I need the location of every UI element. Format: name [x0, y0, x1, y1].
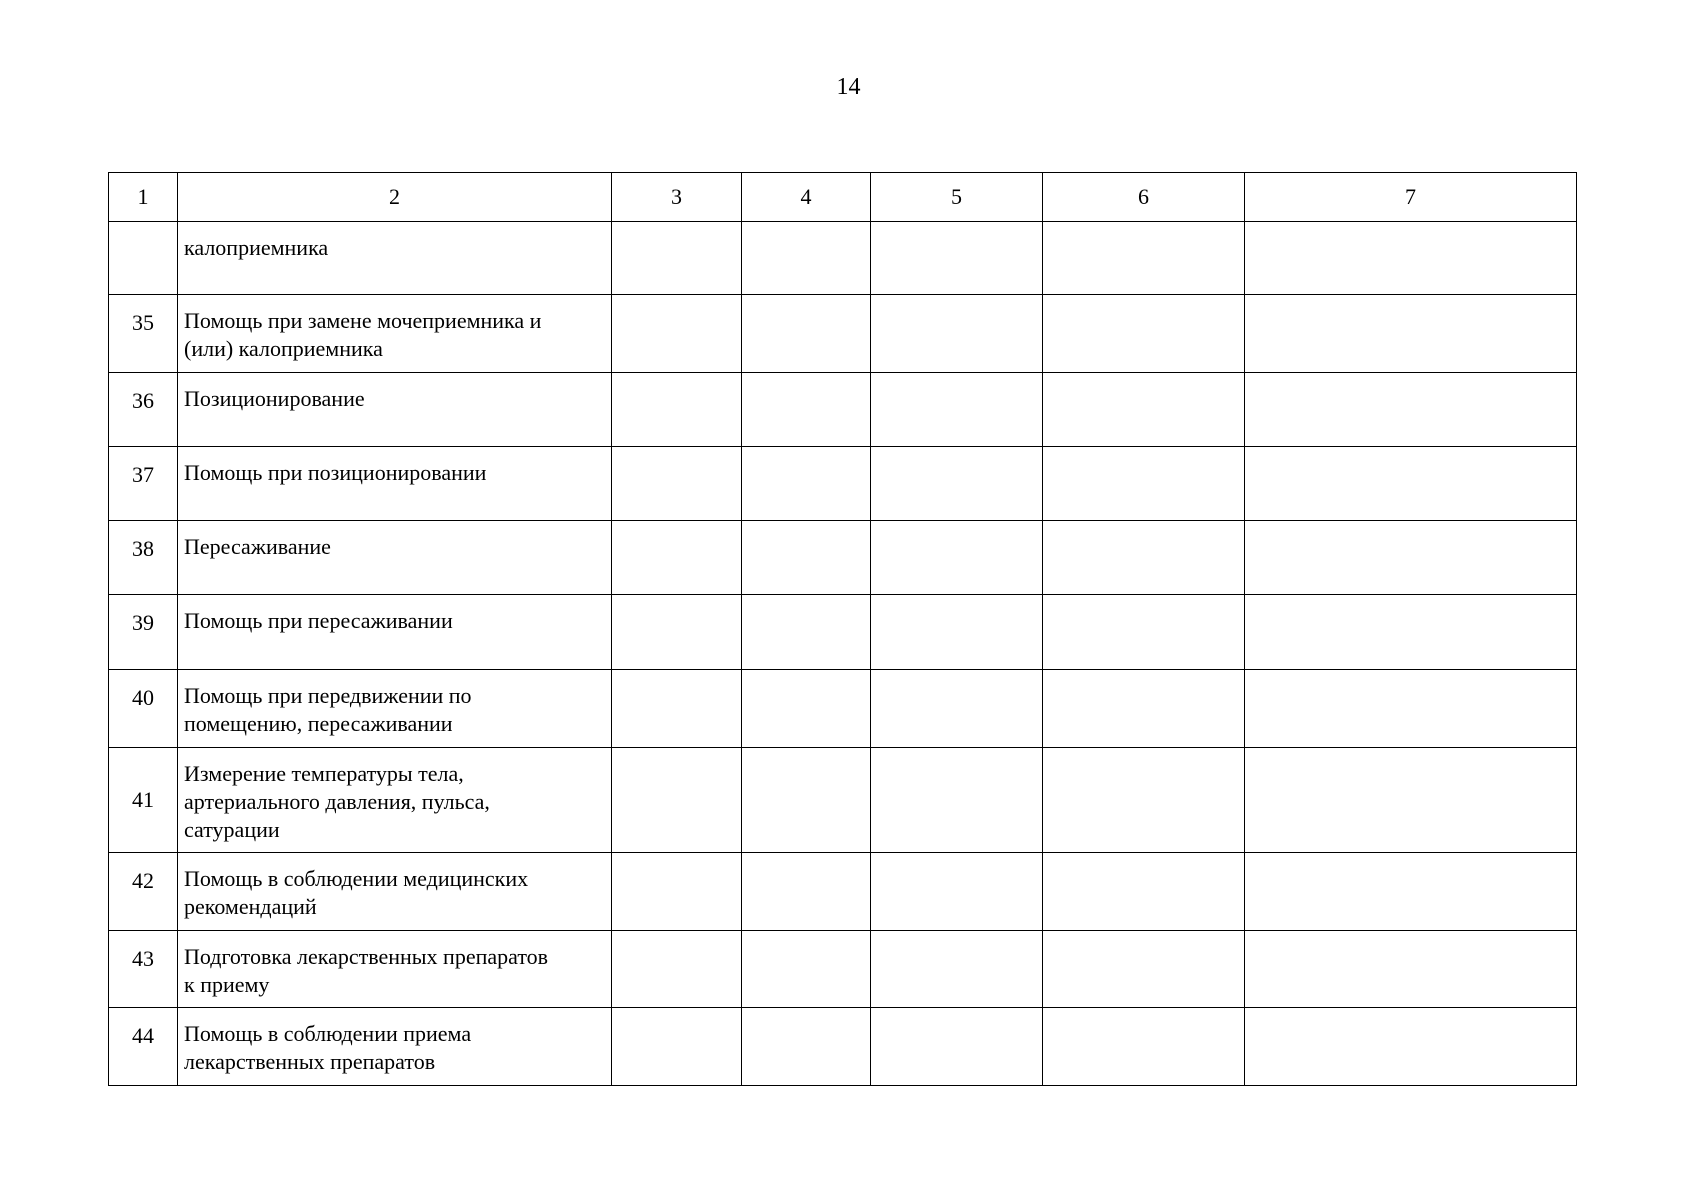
empty-cell	[1245, 931, 1577, 1008]
table-row	[109, 373, 1577, 447]
empty-cell	[1245, 222, 1577, 295]
table-row	[109, 447, 1577, 521]
column-header: 3	[612, 173, 742, 222]
empty-cell	[1245, 595, 1577, 670]
service-name-line: (или) калоприемника	[184, 336, 383, 361]
service-name-line: Помощь при замене мочеприемника и	[184, 308, 542, 333]
empty-cell	[871, 931, 1043, 1008]
empty-cell	[1245, 295, 1577, 373]
service-name-line: сатурации	[184, 817, 280, 842]
empty-cell	[1043, 595, 1245, 670]
service-name	[178, 595, 612, 670]
row-number: 44	[109, 1008, 178, 1086]
table-row	[109, 670, 1577, 748]
empty-cell	[871, 595, 1043, 670]
services-table	[108, 172, 1577, 1086]
empty-cell	[1043, 447, 1245, 521]
empty-cell	[871, 853, 1043, 931]
column-header: 7	[1245, 173, 1577, 222]
empty-cell	[1245, 447, 1577, 521]
service-name	[178, 748, 612, 853]
empty-cell	[1043, 521, 1245, 595]
empty-cell	[742, 931, 871, 1008]
service-name	[178, 222, 612, 295]
service-name-line: Позиционирование	[184, 386, 365, 411]
empty-cell	[742, 853, 871, 931]
column-header: 4	[742, 173, 871, 222]
empty-cell	[1043, 931, 1245, 1008]
empty-cell	[871, 1008, 1043, 1086]
service-name	[178, 295, 612, 373]
column-header: 5	[871, 173, 1043, 222]
row-number: 37	[109, 447, 178, 521]
service-name	[178, 853, 612, 931]
empty-cell	[612, 447, 742, 521]
empty-cell	[742, 222, 871, 295]
empty-cell	[742, 748, 871, 853]
empty-cell	[1043, 222, 1245, 295]
empty-cell	[742, 373, 871, 447]
page-number: 14	[836, 74, 861, 100]
table-row	[109, 595, 1577, 670]
row-number: 43	[109, 931, 178, 1008]
row-number: 41	[109, 748, 178, 853]
service-name-line: Помощь при пересаживании	[184, 608, 453, 633]
table-row	[109, 931, 1577, 1008]
empty-cell	[1043, 373, 1245, 447]
service-name-line: к приему	[184, 972, 270, 997]
empty-cell	[1245, 373, 1577, 447]
column-header: 6	[1043, 173, 1245, 222]
empty-cell	[742, 1008, 871, 1086]
service-name-line: Помощь в соблюдении медицинских	[184, 866, 529, 891]
empty-cell	[1043, 1008, 1245, 1086]
service-name	[178, 521, 612, 595]
row-number: 35	[109, 295, 178, 373]
empty-cell	[871, 748, 1043, 853]
empty-cell	[612, 521, 742, 595]
empty-cell	[742, 595, 871, 670]
service-name-line: калоприемника	[184, 235, 329, 260]
empty-cell	[612, 748, 742, 853]
empty-cell	[1245, 521, 1577, 595]
empty-cell	[742, 521, 871, 595]
empty-cell	[1245, 853, 1577, 931]
service-name	[178, 373, 612, 447]
empty-cell	[871, 447, 1043, 521]
service-name-line: Помощь при передвижении по	[184, 683, 472, 708]
table-row	[109, 853, 1577, 931]
service-name	[178, 1008, 612, 1086]
empty-cell	[1043, 853, 1245, 931]
empty-cell	[871, 521, 1043, 595]
empty-cell	[871, 295, 1043, 373]
table-row	[109, 748, 1577, 853]
table-row	[109, 222, 1577, 295]
empty-cell	[742, 295, 871, 373]
table-row	[109, 295, 1577, 373]
row-number	[109, 222, 178, 295]
row-number: 38	[109, 521, 178, 595]
service-name-line: артериального давления, пульса,	[184, 789, 490, 814]
empty-cell	[1245, 670, 1577, 748]
empty-cell	[612, 595, 742, 670]
empty-cell	[871, 222, 1043, 295]
row-number: 40	[109, 670, 178, 748]
table-row	[109, 1008, 1577, 1086]
table-header-row	[109, 173, 1577, 222]
empty-cell	[742, 447, 871, 521]
service-name-line: Подготовка лекарственных препаратов	[184, 944, 549, 969]
empty-cell	[871, 373, 1043, 447]
service-name-line: лекарственных препаратов	[184, 1049, 436, 1074]
service-name-line: рекомендаций	[184, 894, 317, 919]
empty-cell	[1245, 1008, 1577, 1086]
empty-cell	[612, 373, 742, 447]
empty-cell	[612, 670, 742, 748]
service-name	[178, 670, 612, 748]
empty-cell	[612, 853, 742, 931]
row-number: 39	[109, 595, 178, 670]
empty-cell	[1043, 295, 1245, 373]
empty-cell	[612, 222, 742, 295]
empty-cell	[612, 295, 742, 373]
column-header: 2	[178, 173, 612, 222]
empty-cell	[612, 1008, 742, 1086]
column-header: 1	[109, 173, 178, 222]
table-row	[109, 521, 1577, 595]
row-number: 36	[109, 373, 178, 447]
service-name-line: Измерение температуры тела,	[184, 761, 464, 786]
empty-cell	[1043, 670, 1245, 748]
service-name-line: Помощь при позиционировании	[184, 460, 487, 485]
service-name-line: помещению, пересаживании	[184, 711, 453, 736]
empty-cell	[1245, 748, 1577, 853]
service-name	[178, 447, 612, 521]
row-number: 42	[109, 853, 178, 931]
service-name-line: Помощь в соблюдении приема	[184, 1021, 472, 1046]
service-name	[178, 931, 612, 1008]
empty-cell	[871, 670, 1043, 748]
empty-cell	[742, 670, 871, 748]
service-name-line: Пересаживание	[184, 534, 331, 559]
empty-cell	[1043, 748, 1245, 853]
empty-cell	[612, 931, 742, 1008]
